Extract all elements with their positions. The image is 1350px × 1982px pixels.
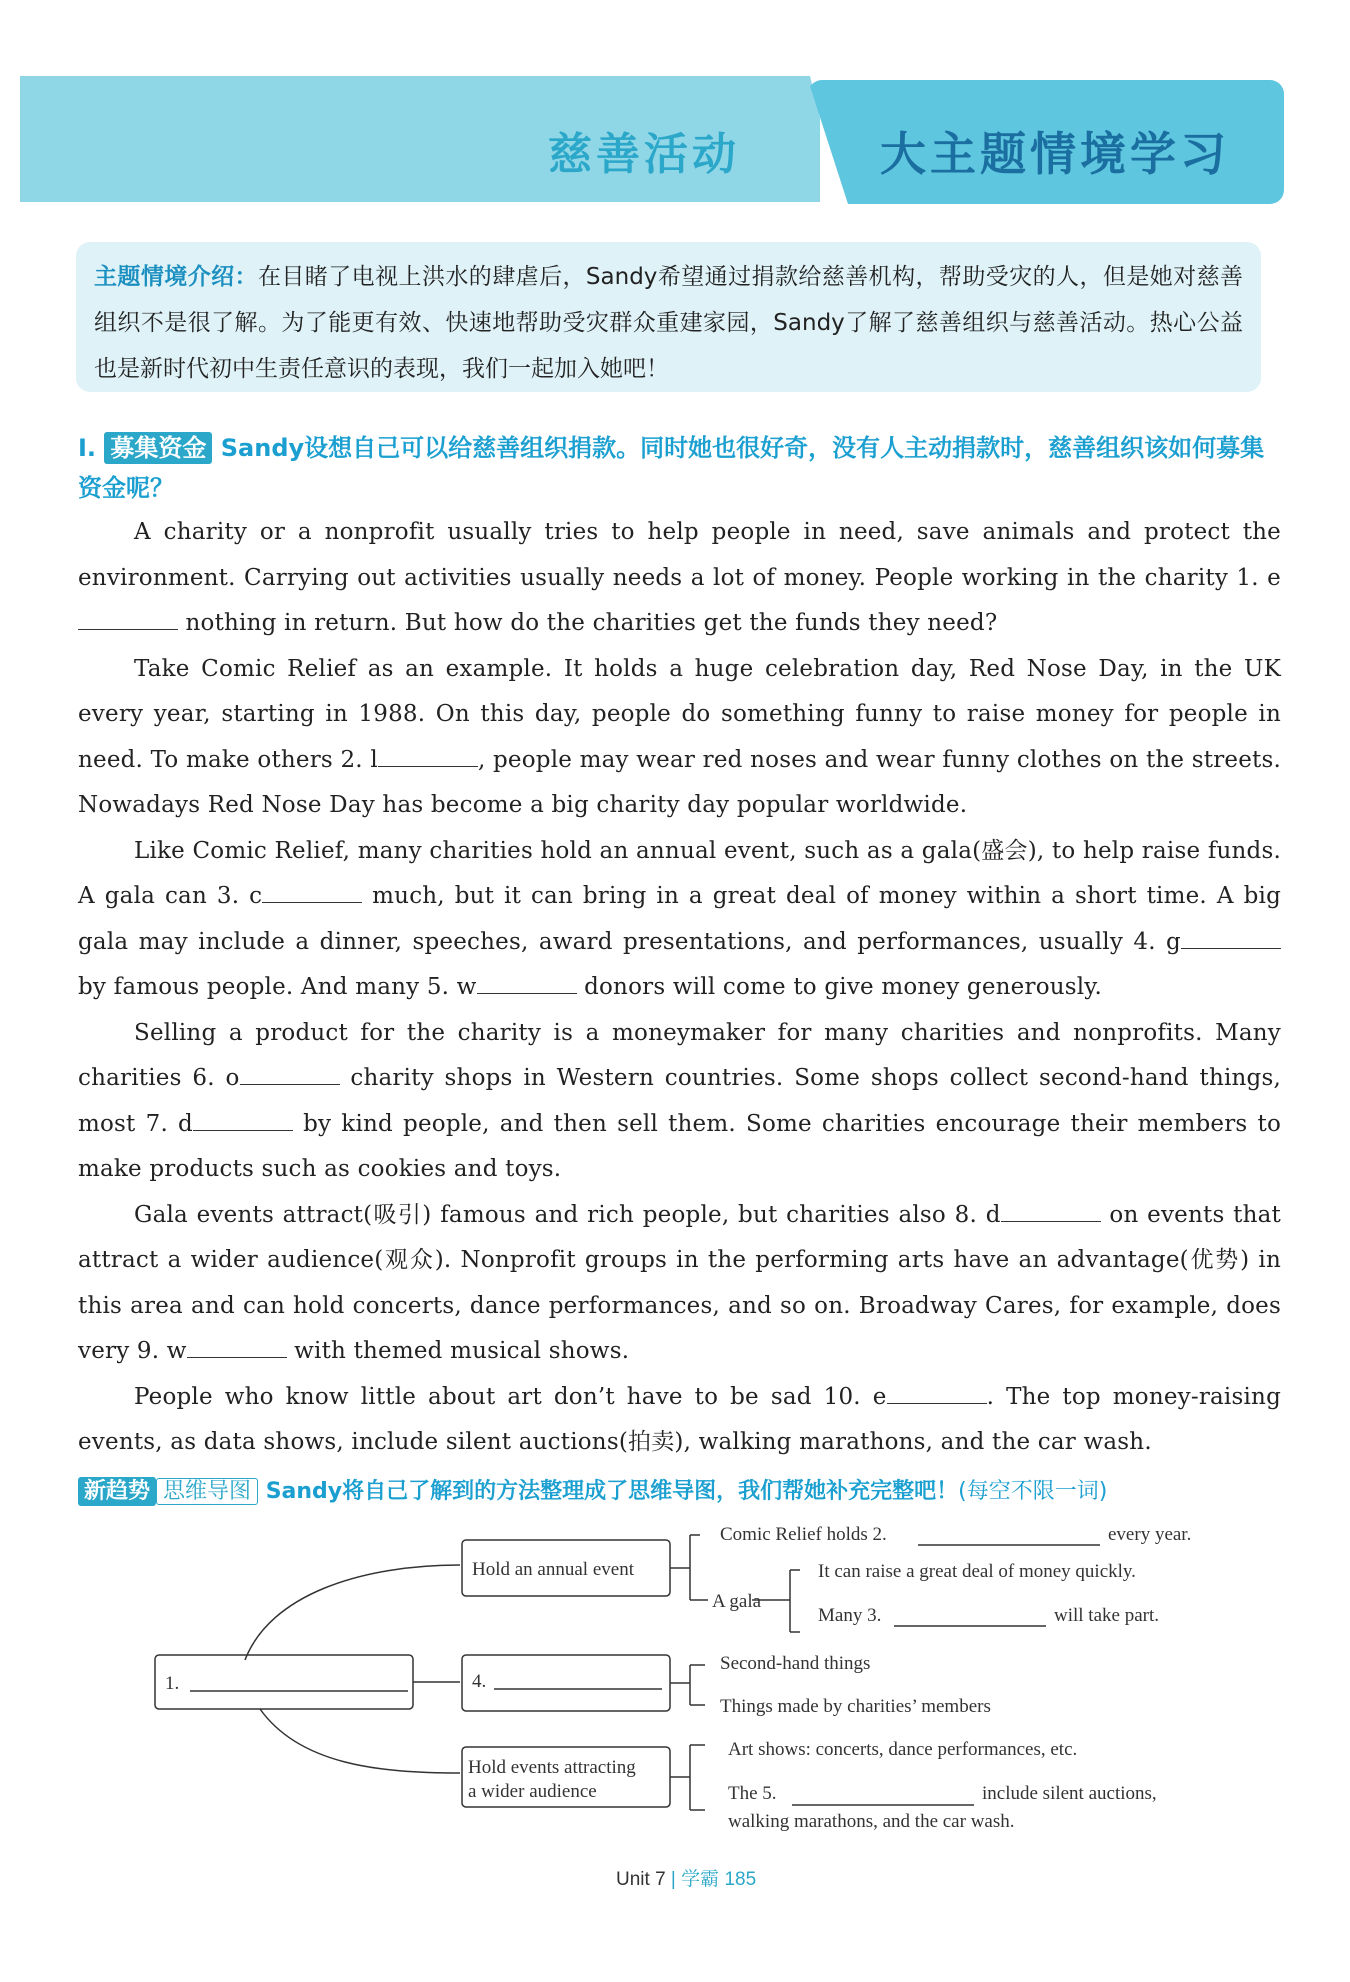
section-number: Ⅰ.	[78, 434, 97, 462]
node-4-box	[462, 1655, 670, 1711]
blank-8[interactable]	[1001, 1199, 1101, 1222]
p6-text-a: People who know little about art don’t have to be sad 10. e	[134, 1383, 887, 1410]
node-4-bracket	[670, 1665, 705, 1705]
paragraph-2	[78, 647, 1281, 829]
p4-text-b: charity shops in Western countries. Some shops collect second-hand things, most 7. d	[78, 1065, 1281, 1137]
root-branch-top	[245, 1565, 460, 1660]
the5-text: The 5.	[728, 1783, 777, 1804]
comic-text: Comic Relief holds 2.	[720, 1524, 887, 1545]
wider-bracket	[670, 1745, 705, 1810]
reading-passage	[78, 510, 1281, 1466]
trend-text: Sandy将自己了解到的方法整理成了思维导图，我们帮她补充完整吧！	[265, 1479, 959, 1504]
p5-text-b: on events that attract a wider audience(观众). Nonprofit groups in the performing arts have an advantage(优势) in this area and can hold concerts, dance performances, and so on. Broadway Cares, for example, does very 9. w	[78, 1201, 1281, 1364]
annual-bracket	[670, 1535, 708, 1600]
p2-text-b: , people may wear red noses and wear funny clothes on the streets. Nowadays Red Nose Day has become a big charity day popular worldwide.	[78, 746, 1282, 818]
mindmap-instruction	[78, 1475, 1298, 1509]
footer-unit: Unit 7	[616, 1869, 666, 1890]
p1-text-b: nothing in return. But how do the charities get the funds they need?	[178, 610, 998, 636]
the5-end: include silent auctions,	[982, 1783, 1157, 1804]
paragraph-3	[78, 829, 1281, 1011]
blank-6[interactable]	[240, 1062, 340, 1085]
gala-item-2: Many 3.	[818, 1605, 882, 1626]
members-text: Things made by charities’ members	[720, 1696, 991, 1717]
blank-2[interactable]	[378, 744, 478, 767]
mindmap-tag: 思维导图	[156, 1478, 258, 1505]
p5-text-a: Gala events attract(吸引) famous and rich people, but charities also 8. d	[134, 1201, 1001, 1228]
gala-item-1: It can raise a great deal of money quickly.	[818, 1561, 1136, 1582]
footer-page: 185	[724, 1869, 757, 1890]
page-footer: Unit 7 | 学霸 185	[616, 1869, 757, 1890]
paragraph-1	[78, 510, 1281, 647]
intro-label: 主题情境介绍：	[94, 264, 258, 290]
paragraph-6	[78, 1375, 1281, 1466]
second-hand-text: Second-hand things	[720, 1653, 871, 1674]
trend-tag: 新趋势	[78, 1477, 156, 1506]
paragraph-4	[78, 1011, 1281, 1193]
p5-text-c: with themed musical shows.	[286, 1338, 630, 1364]
p3-text-a: Like Comic Relief, many charities hold an annual event, such as a gala(盛会), to help raise funds. A gala can 3. c	[78, 837, 1281, 909]
footer-brand: 学霸	[681, 1869, 720, 1890]
blank-10[interactable]	[887, 1381, 987, 1404]
section-question: Sandy设想自己可以给慈善组织捐款。同时她也很好奇，没有人主动捐款时，慈善组织该如何募集资金呢？	[78, 434, 1265, 502]
p2-text-a: Take Comic Relief as an example. It holds a huge celebration day, Red Nose Day, in the UK every year, starting in 1988. On this day, people do something funny to raise money for people in need. To make others 2. l	[78, 655, 1281, 773]
comic-end: every year.	[1108, 1524, 1192, 1545]
the5-line2: walking marathons, and the car wash.	[728, 1811, 1015, 1832]
wider-label-1: Hold events attracting	[468, 1757, 636, 1778]
paragraph-5	[78, 1193, 1281, 1375]
trend-note: (每空不限一词)	[958, 1479, 1108, 1504]
blank-3[interactable]	[262, 880, 362, 903]
p6-text-b: . The top money-raising events, as data shows, include silent auctions(拍卖), walking marathons, and the car wash.	[78, 1383, 1281, 1455]
blank-9[interactable]	[187, 1335, 287, 1358]
intro-box	[76, 242, 1261, 392]
blank-1[interactable]	[78, 607, 178, 630]
p4-text-a: Selling a product for the charity is a moneymaker for many charities and nonprofits. Many charities 6. o	[78, 1019, 1281, 1091]
blank-5[interactable]	[477, 971, 577, 994]
blank-7[interactable]	[193, 1108, 293, 1131]
annual-label: Hold an annual event	[472, 1559, 634, 1580]
p4-text-c: by kind people, and then sell them. Some charities encourage their members to make products such as cookies and toys.	[78, 1110, 1281, 1182]
root-box	[155, 1655, 413, 1709]
node-4-label: 4.	[472, 1671, 487, 1692]
p3-text-d: donors will come to give money generously.	[576, 974, 1102, 1000]
banner-right-title: 大主题情境学习	[880, 127, 1230, 181]
p3-text-b: much, but it can bring in a great deal of money within a short time. A big gala may include a dinner, speeches, award presentations, and performances, usually 4. g	[78, 883, 1281, 955]
blank-4[interactable]	[1181, 926, 1281, 949]
p3-text-c: by famous people. And many 5. w	[78, 974, 477, 1000]
root-branch-bottom	[260, 1709, 460, 1773]
mindmap	[0, 1505, 1350, 1865]
wider-label-2: a wider audience	[468, 1781, 597, 1802]
banner-left-title: 慈善活动	[548, 129, 740, 180]
gala-label: A gala	[712, 1591, 762, 1612]
section-heading	[78, 428, 1278, 508]
intro-text: 在目睹了电视上洪水的肆虐后，Sandy希望通过捐款给慈善机构，帮助受灾的人，但是她对慈善组织不是很了解。为了能更有效、快速地帮助受灾群众重建家园，Sandy了解了慈善组织与慈善活动。热心公益也是新时代初中生责任意识的表现，我们一起加入她吧！	[94, 264, 1244, 382]
gala-item-2-end: will take part.	[1054, 1605, 1159, 1626]
section-tag: 募集资金	[104, 432, 212, 464]
root-label: 1.	[165, 1673, 180, 1694]
art-text: Art shows: concerts, dance performances, etc.	[728, 1739, 1078, 1760]
p1-text-a: A charity or a nonprofit usually tries to help people in need, save animals and protect the environment. Carrying out activities usually needs a lot of money. People working in the charity 1. e	[78, 519, 1281, 591]
